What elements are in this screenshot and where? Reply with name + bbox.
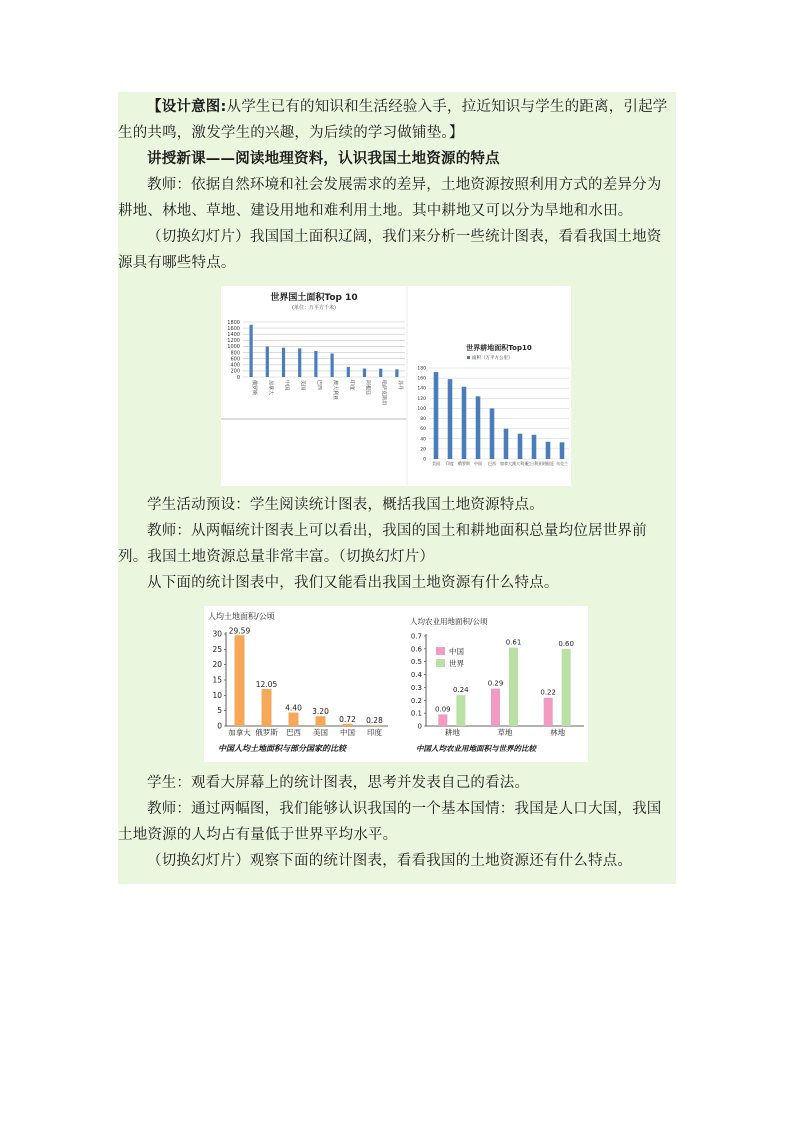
chart2-xtick-label: 阿根廷 xyxy=(542,461,554,466)
chart4-ylabel: 人均农业用地面积/公顷 xyxy=(410,617,488,626)
chart2-ytick-label: 60 xyxy=(420,427,426,433)
chart4-ytick-label: 0.3 xyxy=(410,683,422,692)
chart4-ytick-label: 0.5 xyxy=(410,658,422,667)
per-capita-charts-svg xyxy=(204,606,588,762)
chart1-xtick-label: 印度 xyxy=(348,380,355,391)
chart2-ytick-label: 20 xyxy=(420,447,426,453)
chart3-bar xyxy=(262,689,272,726)
student-paragraph: 学生：观看大屏幕上的统计图表，思考并发表自己的看法。 xyxy=(147,775,530,791)
chart4-bar xyxy=(491,689,500,726)
chart4-value-label: 0.09 xyxy=(435,705,451,714)
figure-area-charts xyxy=(221,286,571,486)
chart1-bar xyxy=(395,369,398,377)
chart2-xtick-label: 俄罗斯 xyxy=(458,461,470,466)
section-heading: 讲授新课——阅读地理资料，认识我国土地资源的特点 xyxy=(147,151,500,167)
chart1-bar xyxy=(298,348,301,377)
chart2-ytick-label: 120 xyxy=(417,396,426,402)
chart2-xtick-label: 乌克兰 xyxy=(556,461,568,466)
chart2-bar xyxy=(476,396,481,459)
chart3-ytick-label: 10 xyxy=(212,690,222,700)
chart4-bar xyxy=(456,695,465,726)
chart2-bar xyxy=(546,442,551,459)
chart1-xtick-label: 阿根廷 xyxy=(364,380,371,396)
chart1-bar xyxy=(331,354,334,377)
chart1-xtick-label: 加拿大 xyxy=(267,380,274,396)
chart3-xtick-label: 加拿大 xyxy=(228,728,251,737)
chart2-ytick-label: 160 xyxy=(417,376,426,382)
chart1-bar xyxy=(314,351,317,377)
teacher-paragraph-1: 教师：依据自然环境和社会发展需求的差异，土地资源按照利用方式的差异分为耕地、林地、草地、建设用地和难利用土地。其中耕地又可以分为旱地和水田。 xyxy=(118,177,662,219)
chart3-ytick-label: 30 xyxy=(212,629,222,639)
chart2-ytick-label: 140 xyxy=(417,386,426,392)
chart1-xtick-label: 苏丹 xyxy=(396,380,403,391)
chart1-ytick-label: 1200 xyxy=(227,338,240,345)
chart3-value-label: 4.40 xyxy=(285,703,302,713)
chart2-bar xyxy=(532,435,537,459)
design-intent-text: 从学生已有的知识和生活经验入手，拉近知识与学生的距离，引起学生的共鸣，激发学生的兴趣，为后续的学习做铺垫。】 xyxy=(118,99,668,141)
chart1-subtitle: (单位：万平方千米) xyxy=(292,305,336,311)
area-charts-svg xyxy=(221,286,571,486)
chart2-bar xyxy=(504,429,509,459)
chart1-bar xyxy=(282,348,285,377)
chart1-ytick-label: 0 xyxy=(236,374,240,381)
chart1-xtick-label: 巴西 xyxy=(315,380,322,391)
chart2-bar xyxy=(462,387,467,459)
chart3-caption: 中国人均土地面积与部分国家的比较 xyxy=(218,744,346,753)
chart3-ytick-label: 25 xyxy=(212,644,222,654)
transition-paragraph: 从下面的统计图表中，我们又能看出我国土地资源有什么特点。 xyxy=(147,575,559,591)
lesson-content xyxy=(118,92,676,884)
chart4-bar xyxy=(509,648,518,726)
design-intent-lead: 【设计意图: xyxy=(147,99,227,115)
chart4-value-label: 0.60 xyxy=(558,639,574,648)
chart3-value-label: 3.20 xyxy=(312,707,329,717)
teacher-paragraph-3: 教师：通过两幅图，我们能够认识我国的一个基本国情：我国是人口大国，我国土地资源的人均占有量低于世界平均水平。 xyxy=(118,801,662,843)
chart4-bar xyxy=(544,698,553,726)
chart2-bar xyxy=(560,442,565,459)
chart2-ytick-label: 100 xyxy=(417,406,426,412)
chart4-xtick-label: 耕地 xyxy=(444,728,460,737)
chart3-xtick-label: 俄罗斯 xyxy=(255,728,278,737)
chart3-ytick-label: 20 xyxy=(212,660,222,670)
chart3-bar xyxy=(316,716,326,726)
chart2-bar xyxy=(518,434,523,459)
chart1-ytick-label: 1000 xyxy=(227,344,240,351)
figure-per-capita-charts xyxy=(204,606,588,762)
chart1-bar xyxy=(266,347,269,377)
chart2-xtick-label: 尼日利亚 xyxy=(526,461,542,466)
student-activity-paragraph: 学生活动预设：学生阅读统计图表，概括我国土地资源特点。 xyxy=(147,497,544,513)
chart1-xtick-label: 中国 xyxy=(283,380,290,391)
chart1-xtick-label: 澳大利亚 xyxy=(332,380,339,401)
chart4-ytick-label: 0.2 xyxy=(410,696,422,705)
chart2-bar xyxy=(448,379,453,459)
chart4-ytick-label: 0.4 xyxy=(410,671,422,680)
chart3-value-label: 29.59 xyxy=(228,626,251,636)
teacher-paragraph-2: 教师：从两幅统计图表上可以看出，我国的国土和耕地面积总量均位居世界前列。我国土地资源总量非常丰富。（切换幻灯片） xyxy=(118,523,647,565)
chart1-title: 世界国土面积Top 10 xyxy=(270,293,358,303)
chart4-legend-label: 中国 xyxy=(449,647,464,656)
chart1-bar xyxy=(347,367,350,377)
chart2-xtick-label: 美国 xyxy=(432,461,440,466)
chart3-value-label: 12.05 xyxy=(255,680,278,690)
chart1-bar xyxy=(363,369,366,377)
chart4-legend-swatch xyxy=(436,647,445,655)
chart3-value-label: 0.28 xyxy=(366,716,383,726)
chart1-xtick-label: 哈萨克斯坦 xyxy=(380,380,387,406)
chart3-bar xyxy=(289,713,299,726)
chart3-ytick-label: 5 xyxy=(217,706,222,716)
design-intent-paragraph xyxy=(118,94,676,146)
slide-paragraph-2: （切换幻灯片）观察下面的统计图表，看看我国的土地资源还有什么特点。 xyxy=(147,853,633,869)
chart4-value-label: 0.29 xyxy=(487,679,504,688)
chart2-legend-swatch xyxy=(467,356,470,359)
chart1-bar xyxy=(379,369,382,377)
chart2-xtick-label: 巴西 xyxy=(488,461,496,466)
chart4-value-label: 0.22 xyxy=(540,688,556,697)
chart3-xtick-label: 巴西 xyxy=(286,728,301,737)
chart1-ytick-label: 1600 xyxy=(227,325,240,332)
chart4-bar xyxy=(562,649,571,726)
chart4-legend-swatch xyxy=(436,659,445,667)
chart3-bar xyxy=(343,724,353,726)
chart2-xtick-label: 印度 xyxy=(446,461,454,466)
chart1-ytick-label: 600 xyxy=(230,356,240,363)
chart2-title: 世界耕地面积Top10 xyxy=(466,344,532,352)
chart2-ytick-label: 40 xyxy=(420,437,426,443)
chart3-value-label: 0.72 xyxy=(339,714,356,724)
chart1-xtick-label: 美国 xyxy=(299,380,306,391)
chart2-ytick-label: 180 xyxy=(417,366,426,372)
chart4-bar xyxy=(438,714,447,726)
chart1-ytick-label: 800 xyxy=(230,350,240,357)
chart4-xtick-label: 草地 xyxy=(497,728,513,737)
chart1-ytick-label: 1400 xyxy=(227,332,240,339)
chart3-ytick-label: 0 xyxy=(217,721,222,731)
chart1-bar xyxy=(250,325,253,377)
chart3-ytick-label: 15 xyxy=(212,675,222,685)
slide-paragraph-1: （切换幻灯片）我国国土面积辽阔，我们来分析一些统计图表，看看我国土地资源具有哪些特点。 xyxy=(118,229,662,271)
chart4-ytick-label: 0.1 xyxy=(410,709,422,718)
chart3-xtick-label: 印度 xyxy=(367,728,382,737)
chart3-xtick-label: 中国 xyxy=(340,728,355,737)
chart2-ytick-label: 80 xyxy=(420,417,426,423)
chart1-ytick-label: 1800 xyxy=(227,319,240,326)
chart3-ylabel: 人均土地面积/公顷 xyxy=(208,612,275,621)
chart1-ytick-label: 200 xyxy=(230,368,240,375)
chart4-ytick-label: 0.6 xyxy=(410,645,422,654)
chart4-value-label: 0.61 xyxy=(505,638,522,647)
chart1-xtick-label: 俄罗斯 xyxy=(251,380,258,396)
chart2-xtick-label: 加拿大 xyxy=(500,461,512,466)
chart4-value-label: 0.24 xyxy=(453,686,469,695)
chart2-bar xyxy=(434,372,439,459)
chart2-ytick-label: 0 xyxy=(423,457,426,463)
chart3-bar xyxy=(370,725,380,726)
chart4-caption: 中国人均农业用地面积与世界的比较 xyxy=(416,744,536,753)
chart4-ytick-label: 0 xyxy=(417,722,422,731)
chart1-ytick-label: 400 xyxy=(230,362,240,369)
chart2-xtick-label: 澳大利亚 xyxy=(512,461,528,466)
chart4-ytick-label: 0.7 xyxy=(410,632,422,641)
chart4-xtick-label: 林地 xyxy=(550,728,566,737)
chart3-xtick-label: 美国 xyxy=(313,728,328,737)
chart2-xtick-label: 中国 xyxy=(474,461,482,466)
chart3-bar xyxy=(235,635,245,726)
chart2-legend-label: 面积（万平方公里） xyxy=(472,356,513,361)
chart2-bar xyxy=(490,408,495,459)
chart4-legend-label: 世界 xyxy=(449,659,464,668)
